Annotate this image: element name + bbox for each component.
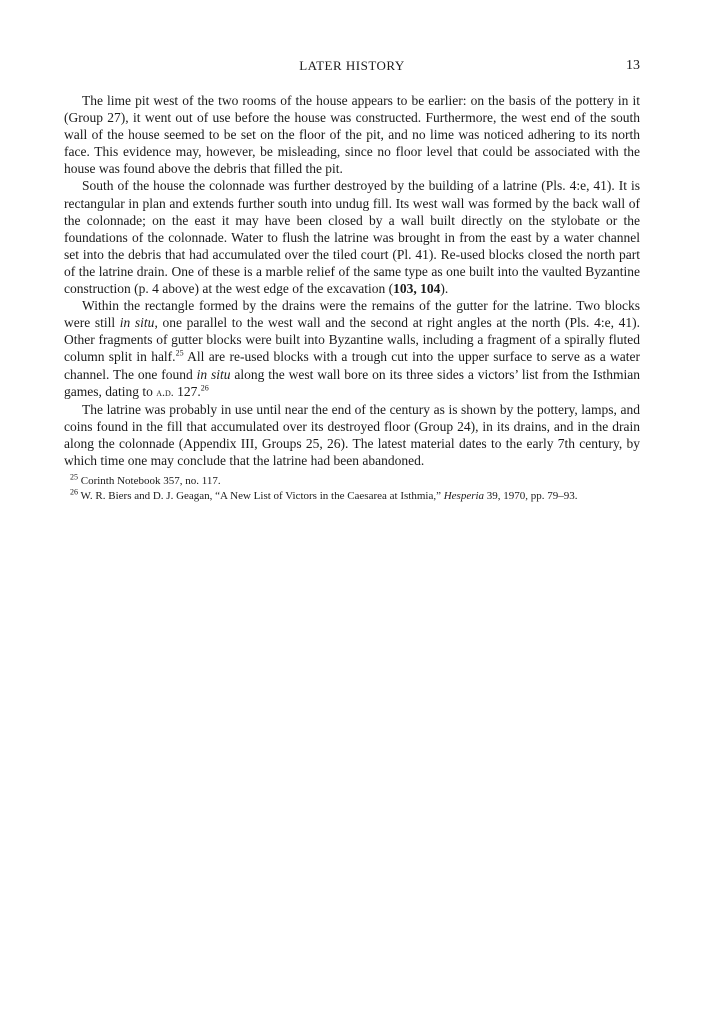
italic-term: in situ bbox=[196, 366, 231, 382]
footnotes bbox=[64, 474, 640, 504]
footnote-number: 25 bbox=[70, 472, 78, 482]
paragraph-text: 127. bbox=[173, 383, 201, 399]
footnote-text: Corinth Notebook 357, no. 117. bbox=[78, 475, 221, 488]
body-text bbox=[64, 92, 640, 469]
paragraph-gutter bbox=[64, 297, 640, 401]
paragraph-text: ). bbox=[440, 281, 449, 297]
italic-term: in situ bbox=[119, 315, 155, 331]
paragraph-text: The latrine was probably in use until near the end of the century as is shown by the pottery, lamps, and coins found in the fill that accumulated over its destroyed floor (Group 24), in its drains, and in the drain along the colonnade (Appendix III, Groups 25, 26). The latest material dates to the early 7th century, by which time one may conclude that the latrine had been abandoned. bbox=[64, 401, 640, 468]
running-title: LATER HISTORY bbox=[299, 58, 405, 73]
paragraph-abandonment bbox=[64, 401, 640, 469]
page bbox=[64, 58, 640, 504]
paragraph-text: along the west wall bore on its three sides a victors’ list from the Isthmian games, dating to bbox=[64, 366, 640, 399]
catalogue-reference: 103, 104 bbox=[393, 281, 441, 297]
paragraph-text: , one parallel to the west wall and the second at right angles at the north (Pls. 4:e, 41). Other fragments of gutter blocks were built into Byzantine walls, including a fragment of a spirally fluted column split in half. bbox=[64, 315, 640, 365]
paragraph-text: Within the rectangle formed by the drains were the remains of the gutter for the latrine. Two blocks were still bbox=[64, 298, 640, 331]
footnote-number: 26 bbox=[70, 487, 78, 497]
paragraph-latrine bbox=[64, 177, 640, 297]
era-abbreviation: a.d. bbox=[156, 384, 174, 399]
paragraph-lime-pit bbox=[64, 92, 640, 177]
footnote-reference: 26 bbox=[200, 383, 209, 393]
paragraph-text: The lime pit west of the two rooms of the house appears to be earlier: on the basis of the pottery in it (Group 27), it went out of use before the house was constructed. Furthermore, the west end of the south wall of the house seemed to be set on the floor of the pit, and no lime was noticed adhering to its north face. This evidence may, however, be misleading, since no floor level that could be associated with the house was found above the debris that filled the pit. bbox=[64, 93, 640, 177]
footnote-text: 39, 1970, pp. 79–93. bbox=[484, 490, 578, 503]
paragraph-text: South of the house the colonnade was further destroyed by the building of a latrine (Pls. 4:e, 41). It is rectangular in plan and extends further south into undug fill. Its west wall was formed by the back wall of the colonnade; on the east it may have been closed by a wall built directly on the stylobate or the foundations of the colonnade. Water to flush the latrine was brought in from the east by a water channel set into the debris that had accumulated over the tiled court (Pl. 41). Re-used blocks closed the north part of the latrine drain. One of these is a marble relief of the same type as one built into the vaulted Byzantine construction (p. 4 above) at the west edge of the excavation ( bbox=[64, 178, 640, 297]
footnote-reference: 25 bbox=[175, 348, 184, 358]
footnote-text: W. R. Biers and D. J. Geagan, “A New List of Victors in the Caesarea at Isthmia,” bbox=[78, 490, 444, 503]
page-number: 13 bbox=[626, 58, 640, 73]
paragraph-text: All are re-used blocks with a trough cut into the upper surface to serve as a water channel. The one found bbox=[64, 349, 640, 382]
footnote-25 bbox=[64, 474, 640, 489]
running-head bbox=[64, 58, 640, 78]
footnote-26 bbox=[64, 489, 640, 504]
journal-title: Hesperia bbox=[443, 490, 485, 503]
